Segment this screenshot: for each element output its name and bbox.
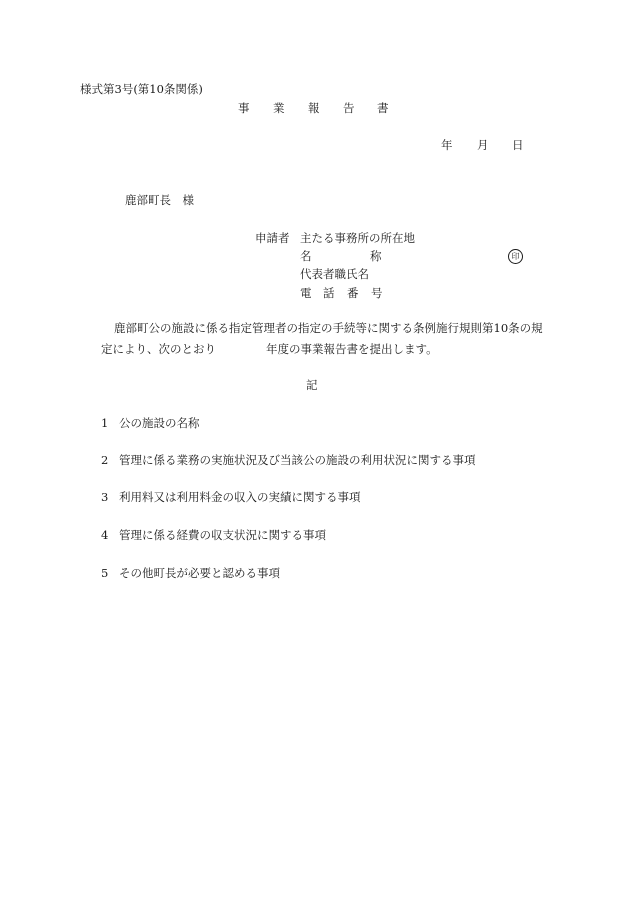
phone-label-char: 話 (323, 286, 335, 300)
item-number: 2 (101, 453, 109, 467)
name-label-char: 称 (370, 249, 382, 263)
body-line-2a: 定により、次のとおり (101, 342, 216, 356)
representative-label: 代表者職氏名 (300, 267, 369, 281)
office-location-label: 主たる事務所の所在地 (300, 231, 415, 245)
body-line-1: 鹿部町公の施設に係る指定管理者の指定の手続等に関する条例施行規則第10条の規 (114, 321, 543, 335)
item-number: 1 (101, 416, 109, 430)
item-number: 3 (101, 490, 109, 504)
date-day: 日 (512, 138, 524, 152)
addressee: 鹿部町長 様 (125, 193, 194, 207)
title-char: 書 (377, 101, 389, 115)
item-text: 管理に係る業務の実施状況及び当該公の施設の利用状況に関する事項 (119, 453, 476, 467)
date-month: 月 (477, 138, 489, 152)
item-number: 4 (101, 528, 109, 542)
phone-label-char: 号 (371, 286, 383, 300)
title-char: 報 (308, 101, 320, 115)
form-number: 様式第3号(第10条関係) (80, 82, 203, 96)
phone-label-char: 番 (347, 286, 359, 300)
item-text: 管理に係る経費の収支状況に関する事項 (119, 528, 326, 542)
date-year: 年 (441, 138, 453, 152)
title-char: 告 (343, 101, 355, 115)
phone-label-char: 電 (300, 286, 312, 300)
body-line-2b: 年度の事業報告書を提出します。 (266, 342, 438, 356)
applicant-label: 申請者 (255, 231, 290, 245)
title-char: 事 (238, 101, 250, 115)
item-text: その他町長が必要と認める事項 (119, 566, 280, 580)
item-text: 公の施設の名称 (119, 416, 200, 430)
name-label-char: 名 (300, 249, 312, 263)
item-number: 5 (101, 566, 109, 580)
item-text: 利用料又は利用料金の収入の実績に関する事項 (119, 490, 361, 504)
title-char: 業 (273, 101, 285, 115)
ki-heading: 記 (306, 378, 318, 392)
seal-mark: 印 (508, 249, 523, 264)
